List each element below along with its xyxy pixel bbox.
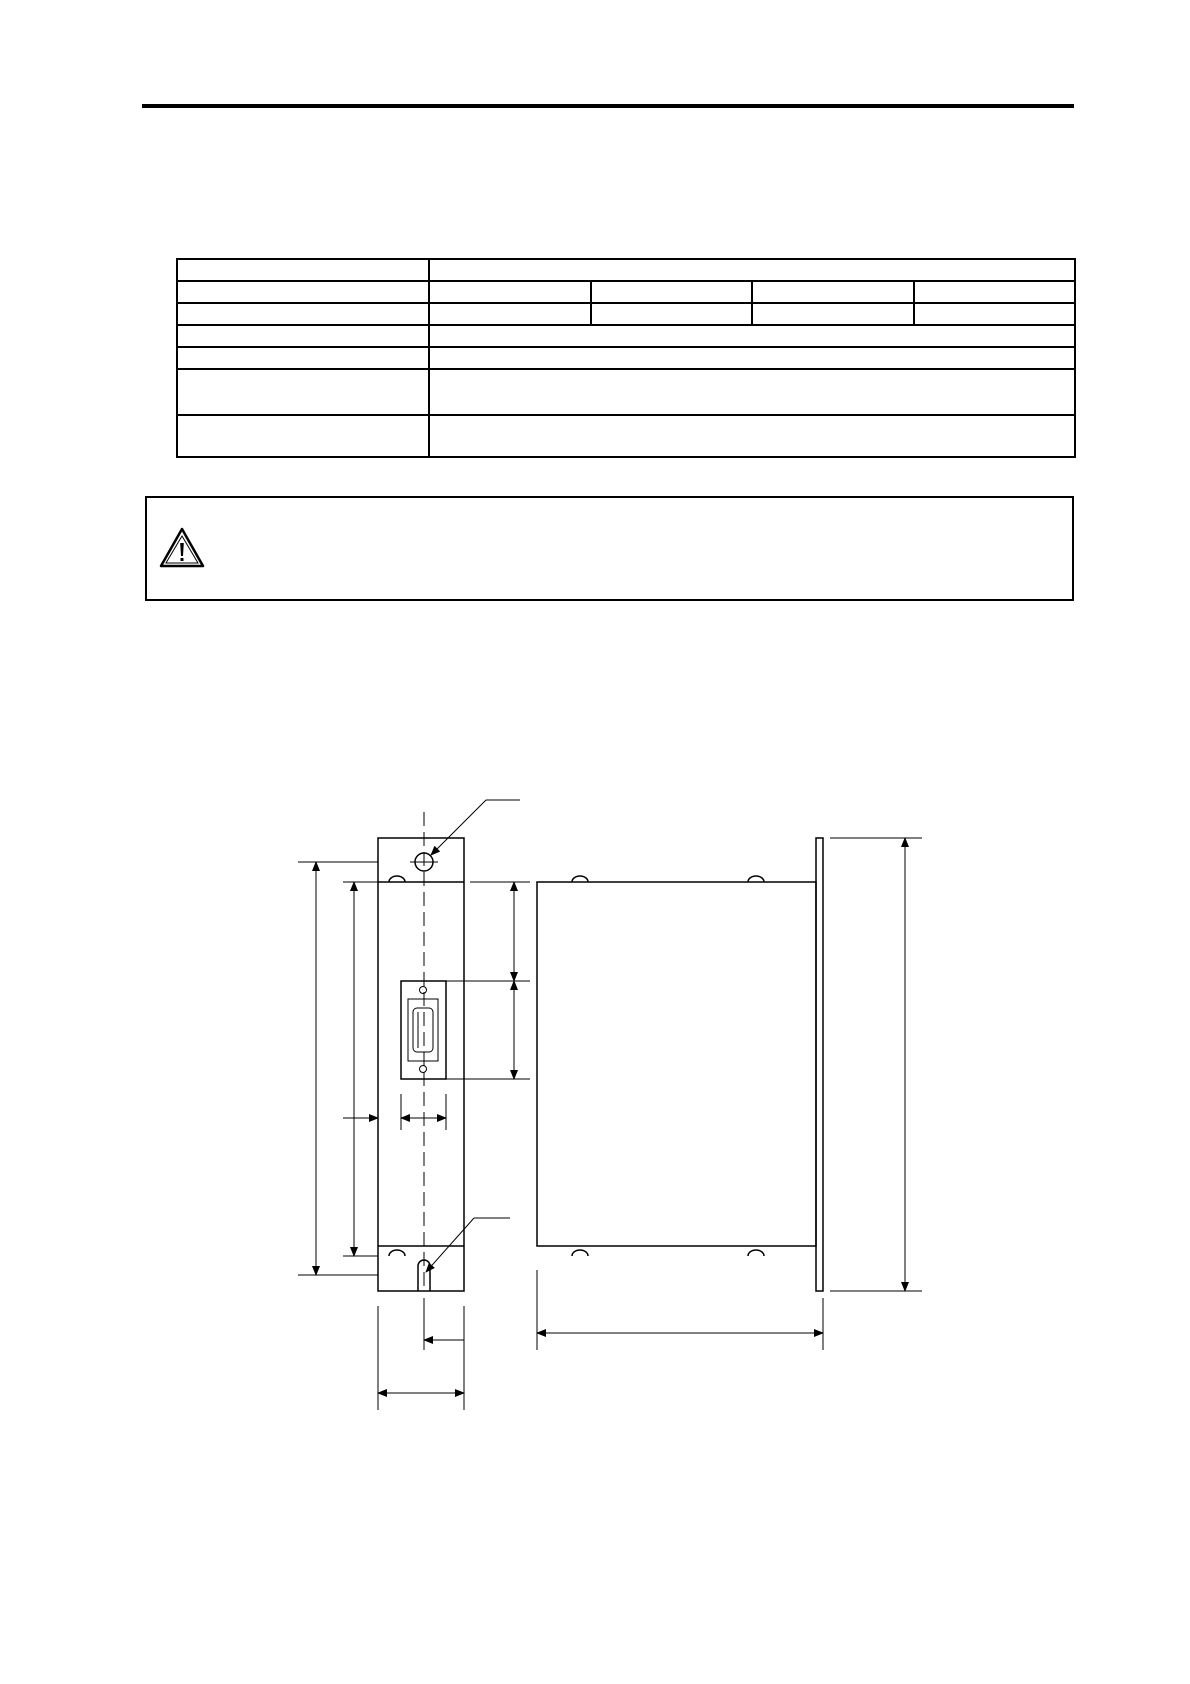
dimension-lines <box>298 800 922 1410</box>
side-view <box>537 838 823 1291</box>
front-view <box>378 812 464 1291</box>
